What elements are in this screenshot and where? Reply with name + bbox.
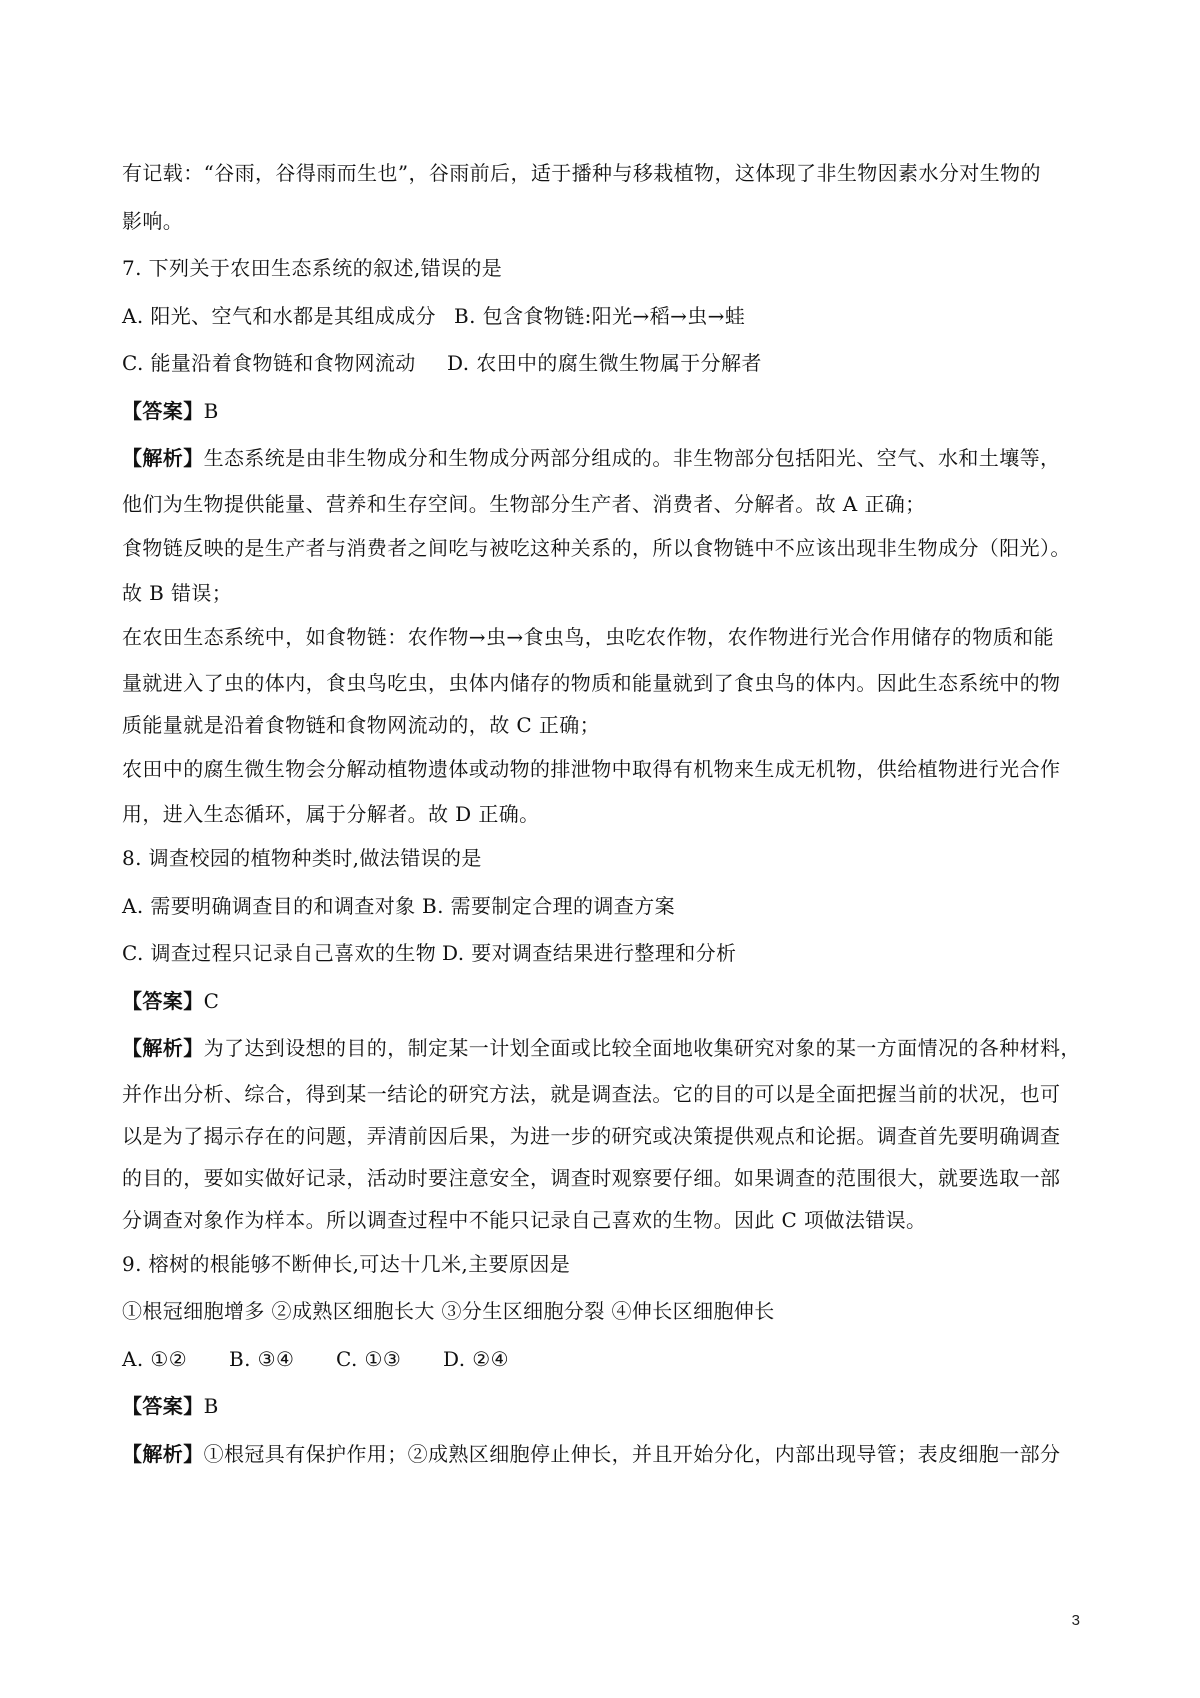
explanation-text: ①根冠具有保护作用；②成熟区细胞停止伸长，并且开始分化，内部出现导管；表皮细胞一部分 [203, 1441, 1061, 1466]
answer-marker: 【答案】 [122, 1394, 204, 1418]
explanation-line [122, 435, 1102, 483]
page-number: 3 [1071, 1612, 1080, 1629]
option-c: C. 能量沿着食物链和食物网流动 [122, 351, 416, 375]
question-7-options-row-2 [122, 340, 1102, 388]
text-line: 并作出分析、综合，得到某一结论的研究方法，就是调查法。它的目的可以是全面把握当前的状况，也可 [122, 1081, 1061, 1106]
text-line: 质能量就是沿着食物链和食物网流动的，故 C 正确； [122, 712, 601, 737]
question-9-statements: ①根冠细胞增多 ②成熟区细胞长大 ③分生区细胞分裂 ④伸长区细胞伸长 [122, 1299, 775, 1323]
option-b: B. ③④ [229, 1346, 295, 1371]
explanation-line [122, 1431, 1102, 1479]
option-d: D. ②④ [443, 1346, 509, 1371]
question-8-options-row-1 [122, 883, 1102, 931]
option-a: A. ①② [122, 1346, 188, 1371]
option-a: A. 阳光、空气和水都是其组成成分 [122, 303, 436, 328]
text-line: 农田中的腐生微生物会分解动植物遗体或动物的排泄物中取得有机物来生成无机物，供给植物进行光合作 [122, 756, 1061, 781]
explanation-text: 生态系统是由非生物成分和生物成分两部分组成的。非生物部分包括阳光、空气、水和土壤等， [203, 446, 1061, 470]
option-b: B. 包含食物链:阳光→稻→虫→蛙 [454, 303, 746, 328]
option-a: A. 需要明确调查目的和调查对象 [122, 893, 416, 918]
option-d: D. 要对调查结果进行整理和分析 [442, 941, 737, 965]
document-body [122, 150, 1102, 1478]
explanation-line [122, 1025, 1102, 1073]
answer-value: B [203, 1394, 219, 1418]
explanation-text: 为了达到设想的目的，制定某一计划全面或比较全面地收集研究对象的某一方面情况的各种材料， [203, 1036, 1081, 1060]
text-line: 用，进入生态循环，属于分解者。故 D 正确。 [122, 802, 540, 826]
answer-line [122, 978, 1102, 1026]
text-line: 故 B 错误； [122, 581, 233, 605]
question-8: 8. 调查校园的植物种类时,做法错误的是 [122, 846, 482, 870]
explanation-marker: 【解析】 [122, 1036, 204, 1060]
question-7-options-row-1 [122, 293, 1102, 341]
text-line: 分调查对象作为样本。所以调查过程中不能只记录自己喜欢的生物。因此 C 项做法错误。 [122, 1207, 927, 1232]
answer-line [122, 388, 1102, 436]
question-9: 9. 榕树的根能够不断伸长,可达十几米,主要原因是 [122, 1251, 571, 1276]
option-d: D. 农田中的腐生微生物属于分解者 [447, 351, 762, 375]
text-line: 以是为了揭示存在的问题，弄清前因后果，为进一步的研究或决策提供观点和论据。调查首先要明确调查 [122, 1123, 1061, 1148]
explanation-marker: 【解析】 [122, 446, 204, 470]
option-c: C. 调查过程只记录自己喜欢的生物 [122, 941, 437, 965]
answer-value: B [203, 398, 219, 423]
question-7: 7. 下列关于农田生态系统的叙述,错误的是 [122, 256, 503, 280]
answer-value: C [203, 988, 220, 1013]
option-b: B. 需要制定合理的调查方案 [422, 893, 676, 918]
explanation-marker: 【解析】 [122, 1441, 204, 1466]
text-line: 量就进入了虫的体内，食虫鸟吃虫，虫体内储存的物质和能量就到了食虫鸟的体内。因此生态系统中的物 [122, 670, 1061, 695]
question-8-options-row-2 [122, 930, 1102, 978]
option-c: C. ①③ [336, 1346, 402, 1371]
text-line: 在农田生态系统中，如食物链：农作物→虫→食虫鸟，虫吃农作物，农作物进行光合作用储存的物质和能 [122, 625, 1054, 649]
answer-line [122, 1383, 1102, 1431]
text-line: 食物链反映的是生产者与消费者之间吃与被吃这种关系的，所以食物链中不应该出现非生物成分（阳光）。 [122, 535, 1071, 560]
text-line: 的目的，要如实做好记录，活动时要注意安全，调查时观察要仔细。如果调查的范围很大，就要选取一部 [122, 1165, 1061, 1190]
question-9-options-row [122, 1336, 1102, 1384]
answer-marker: 【答案】 [122, 398, 204, 423]
text-line: 有记载：“谷雨，谷得雨而生也”，谷雨前后，适于播种与移栽植物，这体现了非生物因素水分对生物的 [122, 161, 1041, 185]
answer-marker: 【答案】 [122, 988, 204, 1013]
text-line: 他们为生物提供能量、营养和生存空间。生物部分生产者、消费者、分解者。故 A 正确； [122, 491, 926, 516]
text-line: 影响。 [122, 208, 184, 233]
